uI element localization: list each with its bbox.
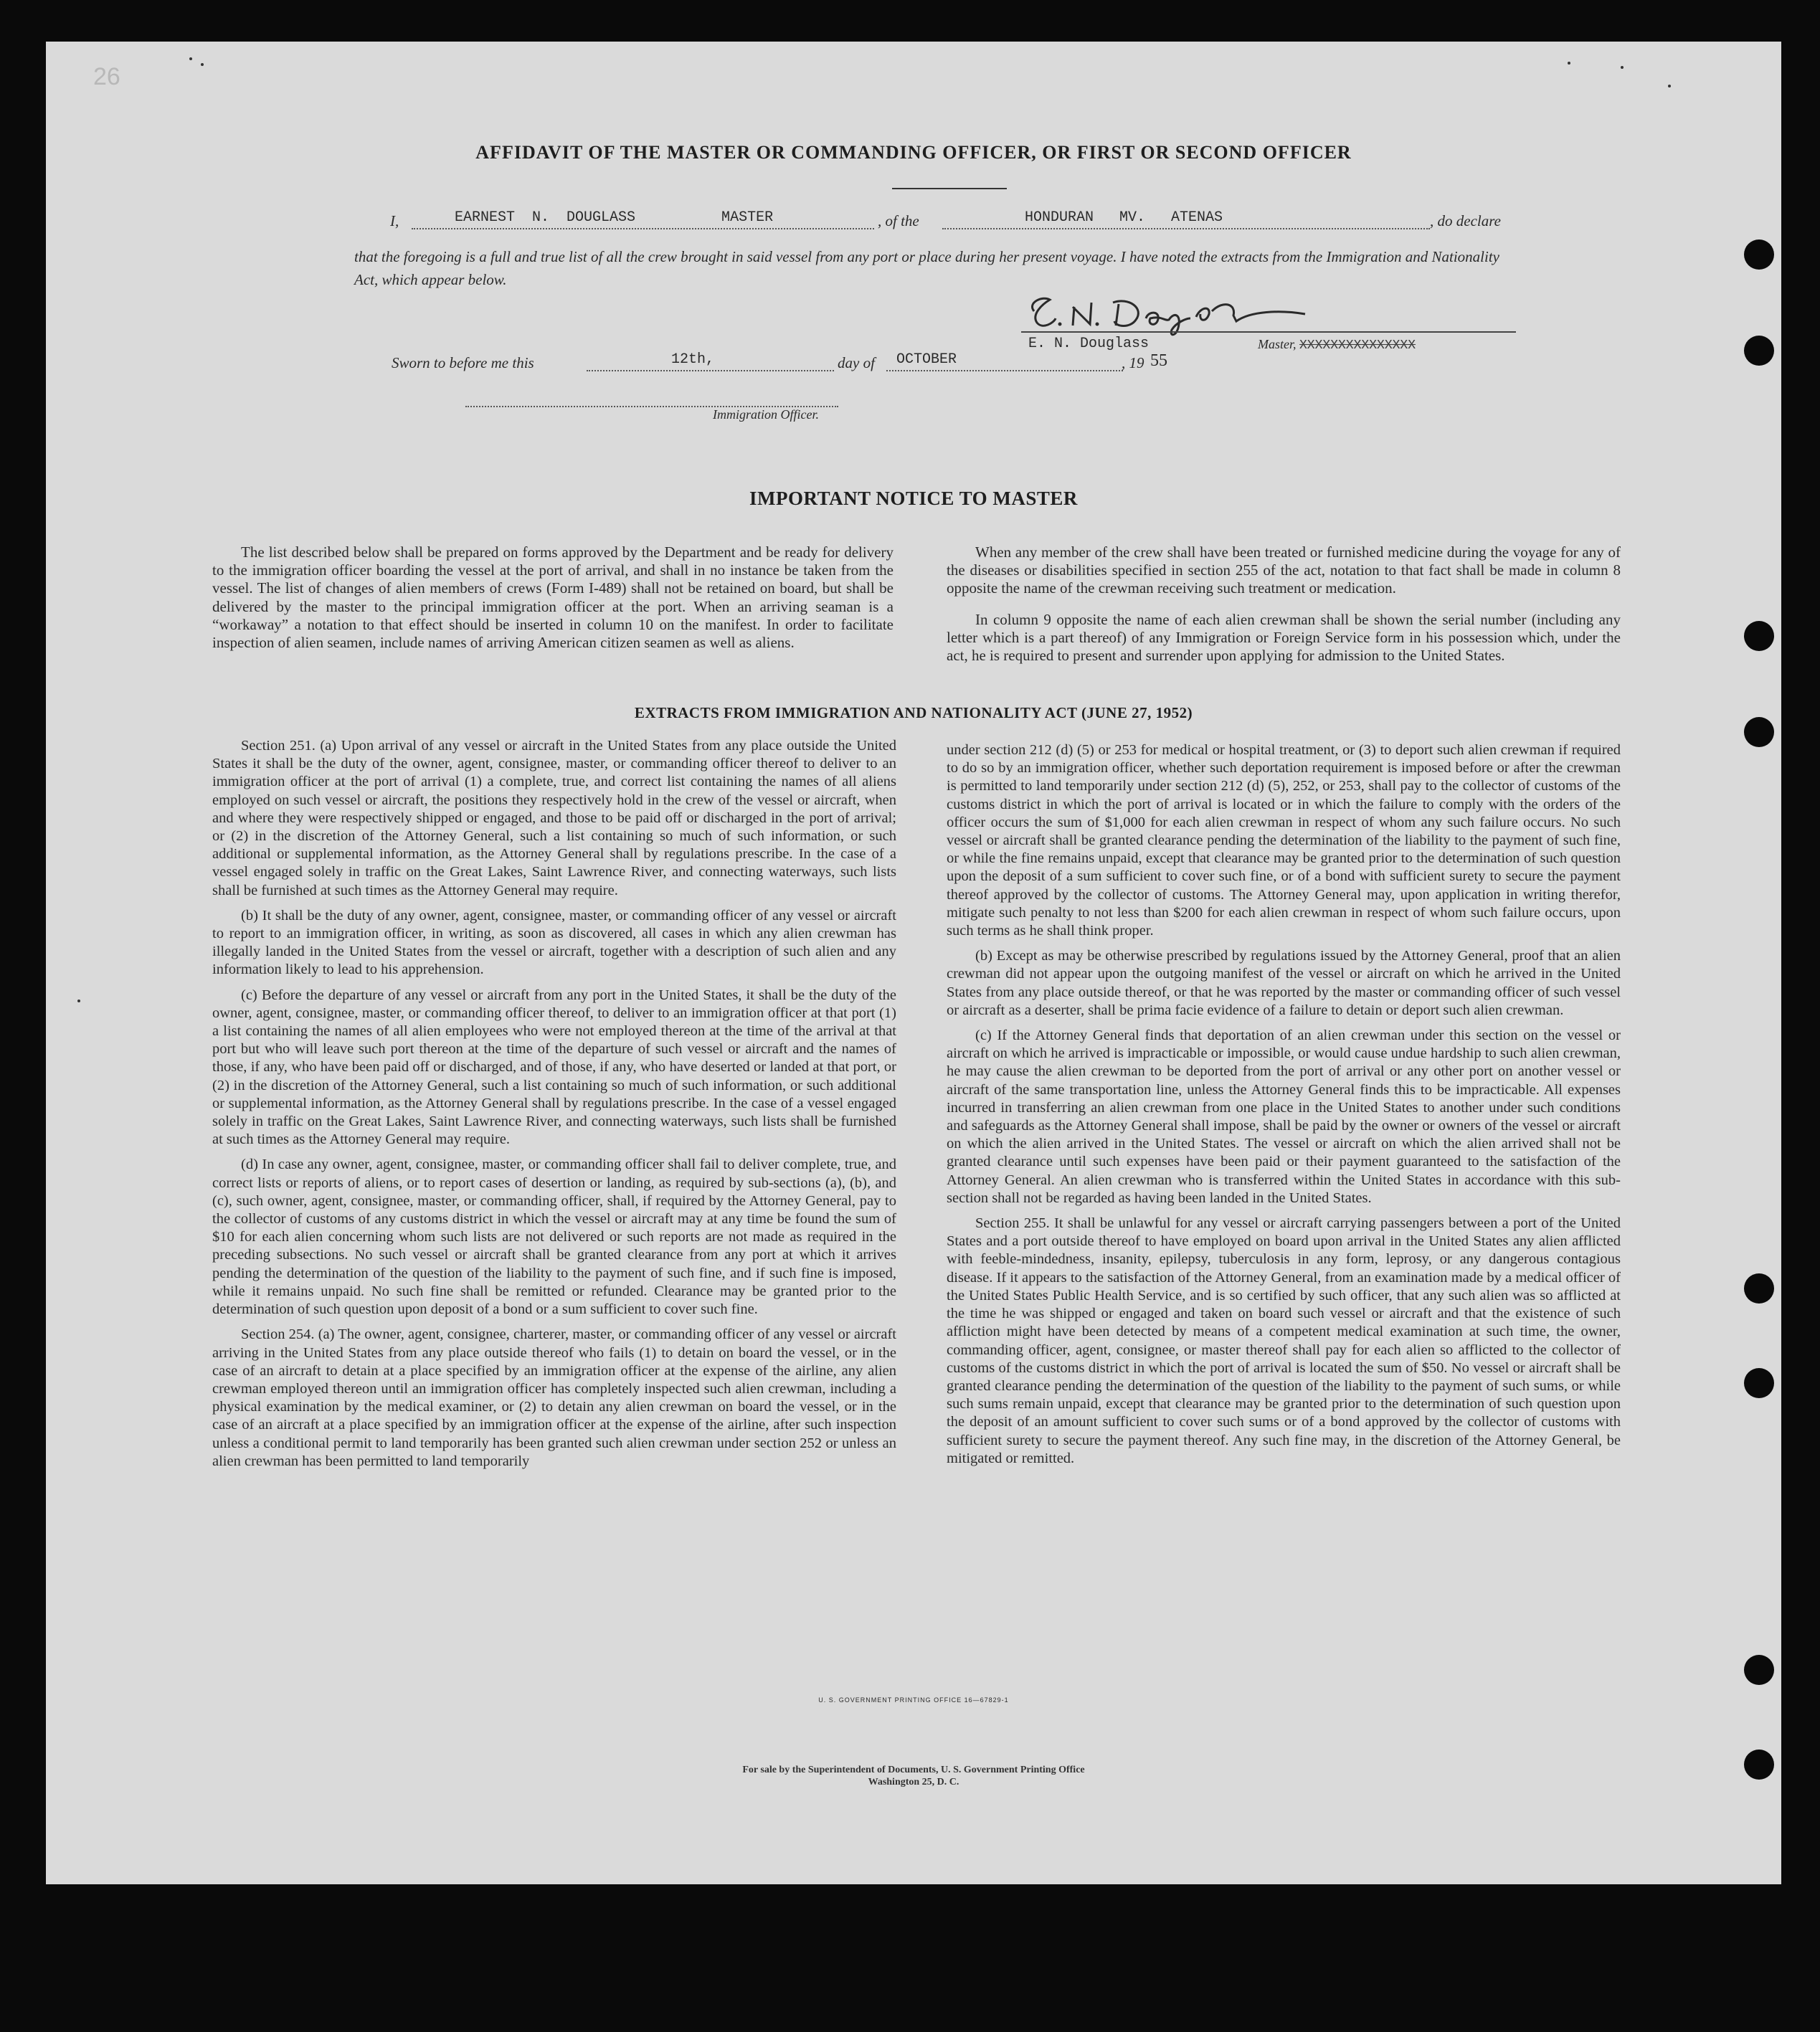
notice-title: IMPORTANT NOTICE TO MASTER bbox=[749, 488, 1078, 509]
extracts-right-column bbox=[947, 741, 1621, 1468]
title-rule bbox=[892, 188, 1007, 189]
footer bbox=[46, 1764, 1781, 1788]
year-prefix-label: , 19 bbox=[1122, 354, 1144, 371]
scan-speck bbox=[189, 57, 192, 60]
notice-left-column bbox=[212, 543, 894, 652]
section-254a-continued: under section 212 (d) (5) or 253 for medical or hospital treatment, or (3) to deport such alien crewman if required to do so by an immigration officer, whether such deportation requirement is imposed before or after the crewman is permitted to land temporarily under section 212 (d) (5), 252, or 253, shall pay to the collector of customs of the customs district in which the port of arrival is located or in which the failure to comply with the orders of the officer occurs the sum of $1,000 for each alien crewman in respect of whom any such failure occurs. No such vessel or aircraft shall be granted clearance pending the determination of the liability to the payment of such fine, or while the fine remains unpaid, except that clearance may be granted prior to the determination of such question upon the deposit of a sum sufficient to cover such fine, or of a bond with sufficient surety to secure the payment thereof approved by the collector of customs. The Attorney General may, upon application in writing therefor, mitigate such penalty to not less than $200 for each alien crewman in respect of whom such failure occurs, upon such terms as he shall think proper. bbox=[947, 742, 1621, 939]
punch-hole bbox=[1744, 621, 1774, 651]
page-number: 26 bbox=[93, 63, 120, 90]
sworn-line bbox=[392, 351, 1167, 372]
declaration-text: that the foregoing is a full and true list of all the crew brought in said vessel from any port or place during her present voyage. I have noted the extracts from the Immigration and Nationality Act, which appear below. bbox=[354, 248, 1499, 288]
extracts-left-column bbox=[212, 737, 896, 1471]
of-the-label: , of the bbox=[878, 212, 919, 229]
punch-hole bbox=[1744, 1368, 1774, 1398]
day-of-label: day of bbox=[838, 354, 875, 371]
section-251c: (c) Before the departure of any vessel or aircraft from any port in the United States, it shall be the duty of the owner, agent, consignee, master, or commanding officer thereof, to deliver to an immigration officer at that port (1) a list containing the names of all alien employees who were not employed thereon at the time of the arrival at that port but who will leave such port thereon at the time of the departure of such vessel or aircraft and the names of those, if any, who have been paid off or discharged, and of those, if any, who have deserted or landed at that port, or (2) in the discretion of the Attorney General, such a list containing so much of such information, or such additional or supplemental information, as the Attorney General shall by regulations prescribe. In the case of a vessel engaged solely in traffic on the Great Lakes, Saint Lawrence River, and connecting waterways, such lists shall be furnished at such times as the Attorney General may require. bbox=[212, 987, 896, 1148]
section-251a: Section 251. (a) Upon arrival of any vessel or aircraft in the United States from any place outside the United States it shall be the duty of the owner, agent, consignee, master, or commanding officer thereof to deliver to an immigration officer at the port of arrival (1) a complete, true, and correct list containing the names of all aliens employed on such vessel or aircraft, the positions they respectively hold in the crew of the vessel or aircraft, when and where they were respectively shipped or engaged, and those to be paid off or discharged in the port of arrival; or (2) in the discretion of the Attorney General, such a list containing so much of such information, or such additional or supplemental information, as the Attorney General shall by regulations prescribe. In the case of a vessel engaged solely in traffic on the Great Lakes, Saint Lawrence River, and connecting waterways, such lists shall be furnished at such times as the Attorney General may require. bbox=[212, 738, 896, 898]
scan-speck bbox=[201, 63, 204, 66]
section-251b: (b) It shall be the duty of any owner, agent, consignee, master, or commanding officer of any vessel or aircraft to report to an immigration officer, in writing, as soon as discovered, all cases in which any alien crewman has illegally landed in the United States from the vessel or aircraft, together with a description of such alien and any information likely to lead to his apprehension. bbox=[212, 907, 896, 978]
master-label: Master, bbox=[1258, 337, 1297, 351]
punch-hole bbox=[1744, 239, 1774, 270]
name-rank-value: EARNEST N. DOUGLASS MASTER bbox=[455, 209, 774, 226]
do-declare-label: , do declare bbox=[1430, 212, 1501, 229]
immigration-officer-label: Immigration Officer. bbox=[713, 407, 819, 422]
punch-hole bbox=[1744, 1273, 1774, 1304]
declaration-pronoun: I, bbox=[390, 212, 399, 229]
extracts-title: EXTRACTS FROM IMMIGRATION AND NATIONALITY ACT (JUNE 27, 1952) bbox=[634, 704, 1193, 721]
declaration-line bbox=[390, 209, 1516, 230]
section-255: Section 255. It shall be unlawful for any vessel or aircraft carrying passengers between a port of the United States and a port outside thereof to have employed on board upon arrival in the United States any alien afflicted with feeble-mindedness, insanity, epilepsy, tuberculosis in any form, leprosy, or any dangerous contagious disease. If it appears to the satisfaction of the Attorney General, from an examination made by a medical officer of the United States Public Health Service, and is so certified by such officer, that any such alien was so afflicted at the time he was shipped or engaged and taken on board such vessel or aircraft and that the existence of such affliction might have been detected by means of a competent medical examination at such time, the owner, commanding officer, agent, consignee, or master thereof shall pay for each alien so afflicted to the collector of customs of the customs district in which the port of arrival is located the sum of $50. No vessel or aircraft shall be granted clearance pending the determination of the question of the liability to the payment of such sums, or while such sums remain unpaid, except that clearance may be granted prior to the determination of such question upon the deposit of an amount sufficient to cover such sums or of a bond approved by the collector of customs with sufficient surety to secure the payment thereof. Any such fine may, in the discretion of the Attorney General, be mitigated or remitted. bbox=[947, 1215, 1621, 1466]
scan-speck bbox=[1568, 62, 1570, 65]
form-page bbox=[46, 42, 1781, 1884]
section-254a: Section 254. (a) The owner, agent, consignee, charterer, master, or commanding officer of any vessel or aircraft arriving in the United States from any place outside thereof who fails (1) to detain on board the vessel, or in the case of an aircraft to detain at a place specified by an immigration officer at the expense of the airline, any alien crewman employed thereon until an immigration officer has completely inspected such alien crewman, including a physical examination by the medical examiner, or (2) to detain any alien crewman on board the vessel, or in the case of an aircraft at a place specified by an immigration officer at the expense of the airline, after such inspection unless a conditional permit to land temporarily has been granted such alien crewman under section 252 or unless an alien crewman has been permitted to land temporarily bbox=[212, 1326, 896, 1469]
signer-role bbox=[1258, 337, 1416, 353]
notice-paragraph: In column 9 opposite the name of each alien crewman shall be shown the serial number (including any letter which is a part thereof) of any Immigration or Foreign Service form in his possession which, under the act, he is required to present and surrender upon applying for admission to the United States. bbox=[947, 610, 1621, 665]
typed-signer-name: E. N. Douglass bbox=[1028, 336, 1150, 352]
notice-paragraph: When any member of the crew shall have been treated or furnished medicine during the voyage for any of the diseases or disabilities specified in section 255 of the act, notation to that fact shall be made in column 8 opposite the name of the crewman receiving such treatment or medication. bbox=[947, 543, 1621, 597]
sworn-month-value: OCTOBER bbox=[896, 351, 957, 368]
signature-line bbox=[1021, 331, 1516, 333]
notice-right-column bbox=[947, 543, 1621, 665]
sworn-day-value: 12th, bbox=[671, 351, 715, 368]
affidavit-title: AFFIDAVIT OF THE MASTER OR COMMANDING OFFICER, OR FIRST OR SECOND OFFICER bbox=[475, 142, 1352, 163]
section-254b: (b) Except as may be otherwise prescribed by regulations issued by the Attorney General, proof that an alien crewman did not appear upon the outgoing manifest of the vessel or aircraft on which he arrived in the United States from any place outside thereof, or that he was reported by the master or commanding officer of such vessel or aircraft as a deserter, shall be prima facie evidence of a failure to detain or deport such alien crewman. bbox=[947, 948, 1621, 1018]
punch-hole bbox=[1744, 1655, 1774, 1685]
scan-speck bbox=[1668, 85, 1671, 87]
footer-line-1: For sale by the Superintendent of Documents, U. S. Government Printing Office bbox=[742, 1765, 1085, 1775]
printing-office-note: U. S. GOVERNMENT PRINTING OFFICE 16—67829-1 bbox=[818, 1696, 1009, 1704]
struck-out-text: XXXXXXXXXXXXXXX bbox=[1299, 338, 1416, 353]
notice-paragraph: The list described below shall be prepared on forms approved by the Department and be ready for delivery to the immigration officer boarding the vessel at the port of arrival, and shall in no instance be taken from the vessel. The list of changes of alien members of crews (Form I-489) shall not be retained on board, but shall be delivered by the master to the principal immigration officer at the port. When an arriving seaman is a “workaway” a notation to that effect should be inserted in column 10 on the manifest. In order to facilitate inspection of alien seamen, include names of arriving American citizen seamen as well as aliens. bbox=[212, 543, 894, 652]
sworn-year-value: 55 bbox=[1150, 351, 1167, 370]
punch-hole bbox=[1744, 336, 1774, 366]
section-251d: (d) In case any owner, agent, consignee, master, or commanding officer shall fail to deliver complete, true, and correct lists or reports of aliens, or to report cases of desertion or landing, as required by sub-sections (a), (b), and (c), such owner, agent, consignee, master, or commanding officer, shall, if required by the Attorney General, pay to the collector of customs of any customs district in which the vessel or aircraft may at any time be found the sum of $10 for each alien concerning whom such lists are not delivered or such reports are not made as required in the preceding subsections. No such vessel or aircraft shall be granted clearance from any port at which it arrives pending the determination of the question of the liability to the payment of such fine, and if such fine is imposed, while it remains unpaid. No such fine shall be remitted or refunded. Clearance may be granted prior to the determination of such question upon deposit of a bond or a sum sufficient to cover such fine. bbox=[212, 1157, 896, 1318]
footer-line-2: Washington 25, D. C. bbox=[868, 1777, 959, 1788]
vessel-value: HONDURAN MV. ATENAS bbox=[1025, 209, 1223, 226]
scan-speck bbox=[77, 1000, 80, 1002]
scan-speck bbox=[1621, 66, 1624, 69]
sworn-label: Sworn to before me this bbox=[392, 354, 534, 371]
section-254c: (c) If the Attorney General finds that deportation of an alien crewman under this section on the vessel or aircraft on which he arrived is impracticable or impossible, or would cause undue hardship to such alien crewman, he may cause the alien crewman to be deported from the port of arrival or any other port on another vessel or aircraft of the same transportation line, unless the Attorney General finds this to be impracticable. All expenses incurred in transferring an alien crewman from one place in the United States to another under such conditions and safeguards as the Attorney General shall impose, shall be paid by the owner or owners of the vessel or aircraft on which the alien arrived in the United States. The vessel or aircraft on which the alien arrived shall not be granted clearance until such expenses have been paid or their payment guaranteed to the satisfaction of the Attorney General. An alien crewman who is transferred within the United States in accordance with this sub-section shall not be regarded as having been landed in the United States. bbox=[947, 1027, 1621, 1206]
